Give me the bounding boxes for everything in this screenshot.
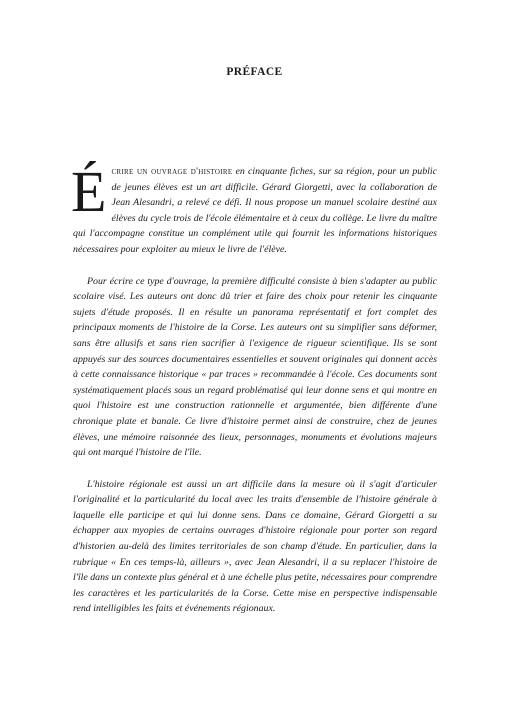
- preface-body: [73, 160, 437, 633]
- page-title: PRÉFACE: [226, 66, 283, 78]
- opening-smallcaps: crire un ouvrage d'histoire: [111, 166, 233, 177]
- paragraph-2: Pour écrire ce type d'ouvrage, la première difficulté consiste à bien s'adapter au public scolaire visé. Les auteurs ont donc dû trier et faire des choix pour retenir les cinquante sujets d'étude proposés. Il en résulte un panorama représentatif et fort complet des principaux moments de l'histoire de la Corse. Les auteurs ont su simplifier sans déformer, sans être allusifs et sans rien sacrifier à l'exigence de rigueur scientifique. Ils se sont appuyés sur des sources documentaires essentielles et souvent originales qui donnent accès à cette connaissance historique « par traces » recommandée à l'école. Ces documents sont systématiquement placés sous un regard problématisé qui leur donne sens et qui montre en quoi l'histoire est une construction rationnelle et argumentée, bien différente d'une chronique plate et banale. Ce livre d'histoire permet ainsi de construire, chez de jeunes élèves, une mémoire raisonnée des lieux, personnages, monuments et évolutions majeurs qui ont marqué l'histoire de l'île.: [73, 275, 437, 459]
- paragraph-3: L'histoire régionale est aussi un art difficile dans la mesure où il s'agit d'articuler l'originalité et la particularité du local avec les traits d'ensemble de l'histoire générale à laquelle elle participe et qui lui donne sens. Dans ce domaine, Gérard Giorgetti a su échapper aux myopies de certains ouvrages d'histoire régionale pour porter son regard d'historien au-delà des limites territoriales de son champ d'étude. En particulier, dans la rubrique « En ces temps-là, ailleurs », avec Jean Alesandri, il a su replacer l'histoire de l'île dans un contexte plus général et à une échelle plus petite, nécessaires pour comprendre les caractères et les particularités de la Corse. Cette mise en perspective indispensable rend intelligibles les faits et événements régionaux.: [73, 478, 437, 615]
- paragraph-1-text: en cinquante fiches, sur sa région, pour un public de jeunes élèves est un art difficile. Gérard Giorgetti, avec la collaboration de Jean Alesandri, a relevé ce défi. Il nous propose un manuel scolaire destiné aux élèves du cycle trois de l'école élémentaire et à ceux du collège. Le livre du maître qui l'accompagne constitue un complément utile qui fournit les informations historiques nécessaires pour exploiter au mieux le livre de l'élève.: [73, 166, 437, 255]
- drop-cap: É: [71, 159, 107, 224]
- paragraph-1: [71, 159, 437, 258]
